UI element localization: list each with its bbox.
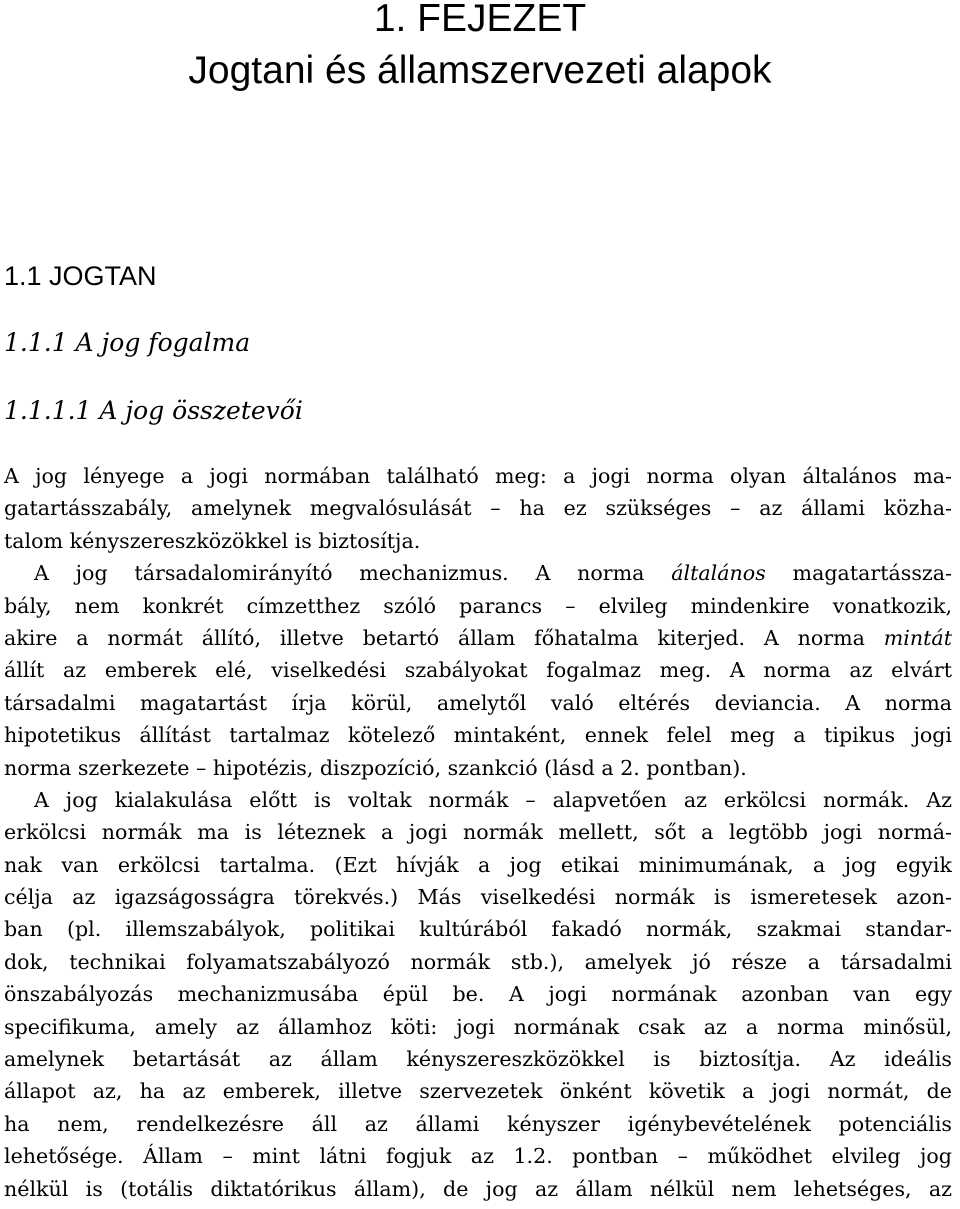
text-line — [4, 816, 952, 848]
section-heading: 1.1 JOGTAN — [4, 261, 157, 291]
chapter-title: Jogtani és államszervezeti alapok — [188, 49, 772, 92]
text-segment: nélkül is (totális diktatórikus állam), de jog az állam nélkül nem lehetséges, az — [4, 1176, 952, 1201]
emphasis-text: általános — [671, 561, 766, 586]
text-line — [4, 913, 952, 945]
text-line — [4, 525, 952, 557]
text-segment: akire a normát állító, illetve betartó állam főhatalma kiterjed. A norma — [4, 625, 884, 650]
text-segment: ha nem, rendelkezésre áll az állami kényszer igénybevételének potenciális — [4, 1111, 952, 1136]
text-line — [4, 978, 952, 1010]
text-line — [4, 1173, 952, 1205]
text-line — [4, 590, 952, 622]
text-line — [4, 1075, 952, 1107]
text-line — [4, 654, 952, 686]
text-line — [4, 784, 952, 816]
text-line — [4, 1140, 952, 1172]
text-segment: A jog kialakulása előtt is voltak normák – alapvetően az erkölcsi normák. Az — [34, 787, 952, 812]
text-line — [4, 1011, 952, 1043]
text-line — [4, 752, 952, 784]
text-line — [4, 946, 952, 978]
text-line — [4, 622, 952, 654]
text-segment: célja az igazságosságra törekvés.) Más viselkedési normák is ismeretesek azon- — [4, 885, 952, 910]
text-line — [4, 849, 952, 881]
text-line — [4, 719, 952, 751]
text-segment: dok, technikai folyamatszabályozó normák stb.), amelyek jó része a társadalmi — [4, 949, 952, 974]
text-segment: A jog lényege a jogi normában található meg: a jogi norma olyan általános ma- — [4, 464, 952, 488]
text-segment: A jog társadalomirányító mechanizmus. A norma — [34, 561, 672, 586]
body-text — [4, 460, 952, 1205]
text-line — [4, 881, 952, 913]
text-segment: állapot az, ha az emberek, illetve szervezetek önként követik a jogi normát, de — [4, 1079, 952, 1104]
text-segment: erkölcsi normák ma is léteznek a jogi normák mellett, sőt a legtöbb jogi normá- — [4, 820, 952, 845]
subsection-heading: 1.1.1 A jog fogalma — [4, 328, 251, 357]
text-segment: talom kényszereszközökkel is biztosítja. — [4, 528, 421, 553]
text-line — [4, 460, 952, 492]
chapter-number: 1. FEJEZET — [373, 0, 587, 40]
text-line — [4, 1108, 952, 1140]
subsubsection-heading: 1.1.1.1 A jog összetevői — [4, 396, 303, 425]
text-segment: társadalmi magatartást írja körül, amelytől való eltérés deviancia. A norma — [4, 690, 952, 715]
text-segment: bály, nem konkrét címzetthez szóló parancs – elvileg mindenkire vonatkozik, — [4, 593, 952, 618]
text-segment: ban (pl. illemszabályok, politikai kultúrából fakadó normák, szakmai standar- — [4, 917, 952, 942]
text-line — [4, 557, 952, 589]
text-segment: lehetősége. Állam – mint látni fogjuk az 1.2. pontban – működhet elvileg jog — [4, 1144, 952, 1169]
text-segment: specifikuma, amely az államhoz köti: jogi normának csak az a norma minősül, — [4, 1014, 952, 1039]
text-segment: norma szerkezete – hipotézis, diszpozíció, szankció (lásd a 2. pontban). — [4, 755, 747, 780]
text-segment: állít az emberek elé, viselkedési szabályokat fogalmaz meg. A norma az elvárt — [4, 658, 952, 683]
text-segment: önszabályozás mechanizmusába épül be. A jogi normának azonban van egy — [4, 982, 952, 1007]
text-line — [4, 687, 952, 719]
text-segment: magatartássza- — [765, 561, 952, 586]
text-line — [4, 492, 952, 524]
text-line — [4, 1043, 952, 1075]
text-segment: hipotetikus állítást tartalmaz kötelező mintaként, ennek felel meg a tipikus jogi — [4, 723, 952, 748]
emphasis-text: mintát — [883, 625, 952, 650]
text-segment: nak van erkölcsi tartalma. (Ezt hívják a jog etikai minimumának, a jog egyik — [4, 852, 952, 877]
text-segment: amelynek betartását az állam kényszereszközökkel is biztosítja. Az ideális — [4, 1047, 952, 1072]
text-segment: gatartásszabály, amelynek megvalósulását – ha ez szükséges – az állami közha- — [4, 496, 952, 521]
